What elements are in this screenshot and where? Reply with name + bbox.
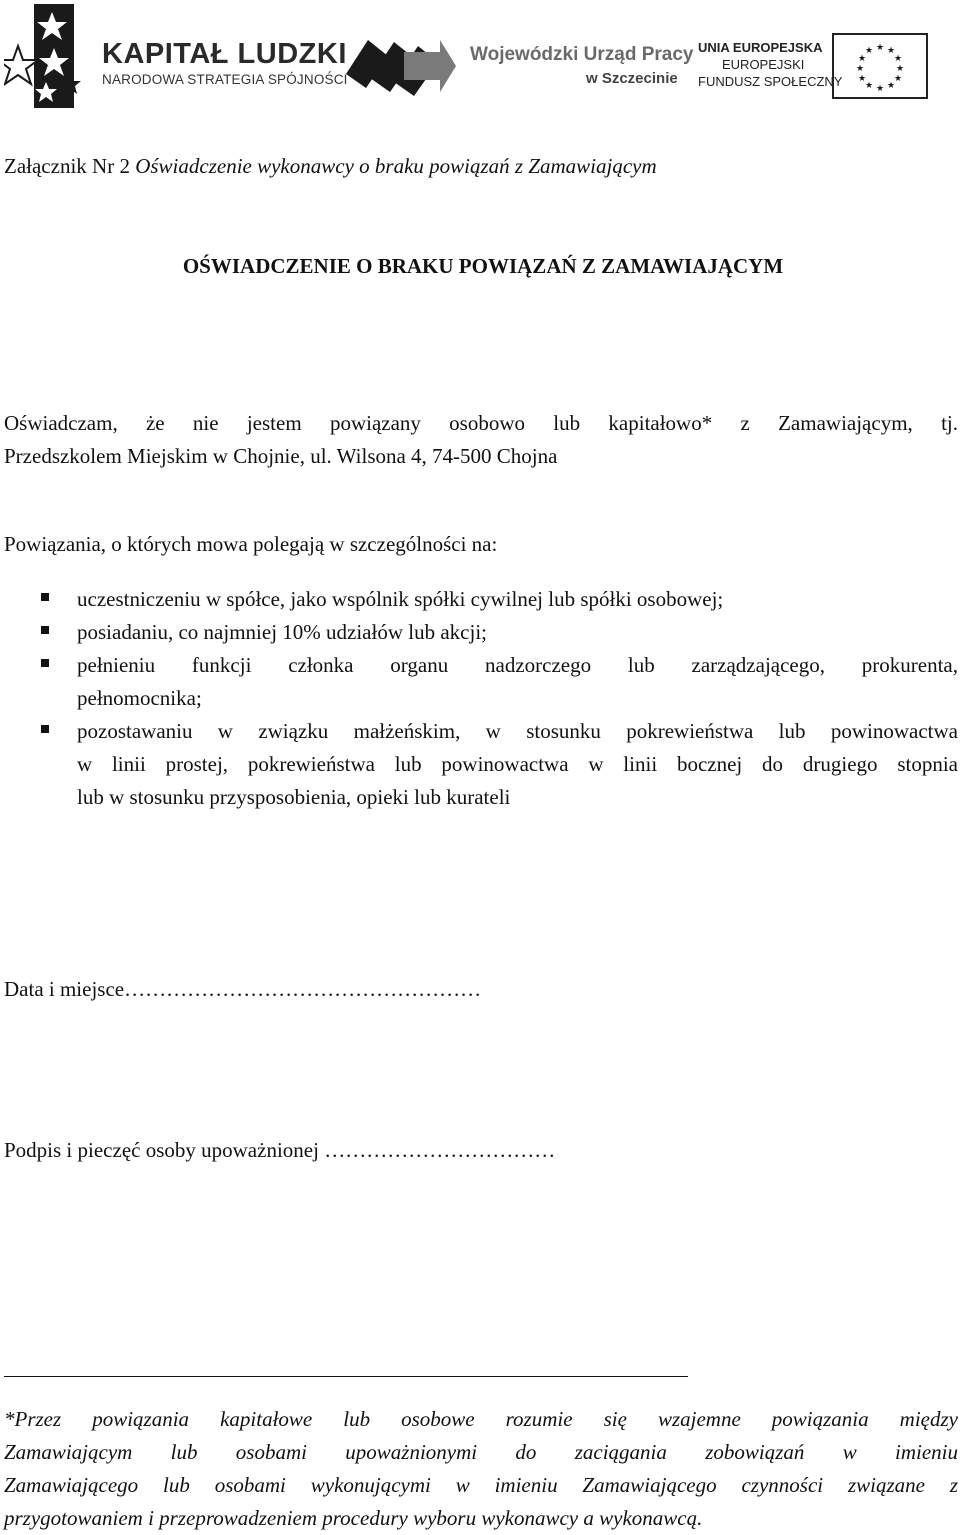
list-item-continuation: w linii prostej, pokrewieństwa lub powinowactwa w linii bocznej do drugiego stopnia [77, 752, 958, 776]
document-title: OŚWIADCZENIE O BRAKU POWIĄZAŃ Z ZAMAWIAJĄCYM [182, 254, 784, 278]
svg-text:★: ★ [855, 64, 865, 74]
svg-text:★: ★ [895, 64, 905, 74]
attachment-label: Załącznik Nr 2 [4, 154, 136, 178]
bullet-marker [41, 626, 49, 634]
wup-logo [344, 30, 694, 100]
wup-name: Wojewódzki Urząd Pracy [470, 44, 694, 65]
footnote-line: Zamawiającym lub osobami upoważnionymi do zaciągania zobowiązań w imieniu [4, 1440, 958, 1464]
date-place-field [4, 973, 481, 1006]
bullet-marker [41, 725, 49, 733]
date-place-dots: …………………………………………… [124, 977, 482, 1001]
eu-flag-icon [832, 33, 928, 99]
list-item-continuation: lub w stosunku przysposobienia, opieki lub kurateli [77, 785, 511, 809]
svg-text:★: ★ [864, 46, 874, 56]
signature-dots: …………………………… [324, 1138, 556, 1162]
signature-label: Podpis i pieczęć osoby upoważnionej [4, 1138, 325, 1162]
footnote-line: Zamawiającego lub osobami wykonującymi w imieniu Zamawiającego czynności związane z [4, 1473, 958, 1497]
list-item-continuation: pełnomocnika; [77, 686, 202, 710]
signature-field [4, 1134, 555, 1167]
list-item: posiadaniu, co najmniej 10% udziałów lub akcji; [77, 620, 487, 644]
kapital-ludzki-logo [4, 4, 348, 108]
eu-logo [694, 38, 934, 104]
kapital-ludzki-subtitle: NARODOWA STRATEGIA SPÓJNOŚCI [102, 72, 348, 87]
relations-intro: Powiązania, o których mowa polegają w szczególności na: [4, 532, 498, 556]
svg-text:★: ★ [875, 43, 885, 53]
wup-arrow-icon [344, 30, 456, 98]
footnote-separator [4, 1376, 688, 1377]
list-item: pozostawaniu w związku małżeńskim, w stosunku pokrewieństwa lub powinowactwa [77, 719, 958, 743]
attachment-line [4, 150, 657, 183]
svg-text:★: ★ [886, 81, 896, 91]
bullet-marker [41, 659, 49, 667]
svg-text:★: ★ [893, 74, 903, 84]
attachment-title: Oświadczenie wykonawcy o braku powiązań z Zamawiającym [135, 154, 657, 178]
svg-text:★: ★ [857, 74, 867, 84]
footnote-line: *Przez powiązania kapitałowe lub osobowe rozumie się wzajemne powiązania między [4, 1407, 958, 1431]
svg-text:★: ★ [875, 84, 885, 94]
statement-line-2: Przedszkolem Miejskim w Chojnie, ul. Wilsona 4, 74-500 Chojna [4, 444, 558, 468]
svg-text:★: ★ [893, 54, 903, 64]
header-logos [0, 0, 960, 112]
eu-fund-text-1: EUROPEJSKI [722, 57, 805, 72]
svg-text:★: ★ [857, 54, 867, 64]
list-item: uczestniczeniu w spółce, jako wspólnik spółki cywilnej lub spółki osobowej; [77, 587, 724, 611]
wup-city: w Szczecinie [586, 70, 678, 87]
date-place-label: Data i miejsce [4, 977, 125, 1001]
svg-text:★: ★ [864, 81, 874, 91]
eu-fund-text-2: FUNDUSZ SPOŁECZNY [698, 74, 843, 89]
list-item: pełnieniu funkcji członka organu nadzorczego lub zarządzającego, prokurenta, [77, 653, 958, 677]
svg-text:★: ★ [886, 46, 896, 56]
kapital-ludzki-stars-icon [4, 4, 100, 108]
footnote-line: przygotowaniem i przeprowadzeniem procedury wyboru wykonawcy a wykonawcą. [4, 1506, 703, 1530]
statement-line-1: Oświadczam, że nie jestem powiązany osobowo lub kapitałowo* z Zamawiającym, tj. [4, 411, 958, 435]
bullet-marker [41, 593, 49, 601]
eu-union-text: UNIA EUROPEJSKA [698, 40, 823, 55]
kapital-ludzki-title: KAPITAŁ LUDZKI [102, 38, 347, 70]
